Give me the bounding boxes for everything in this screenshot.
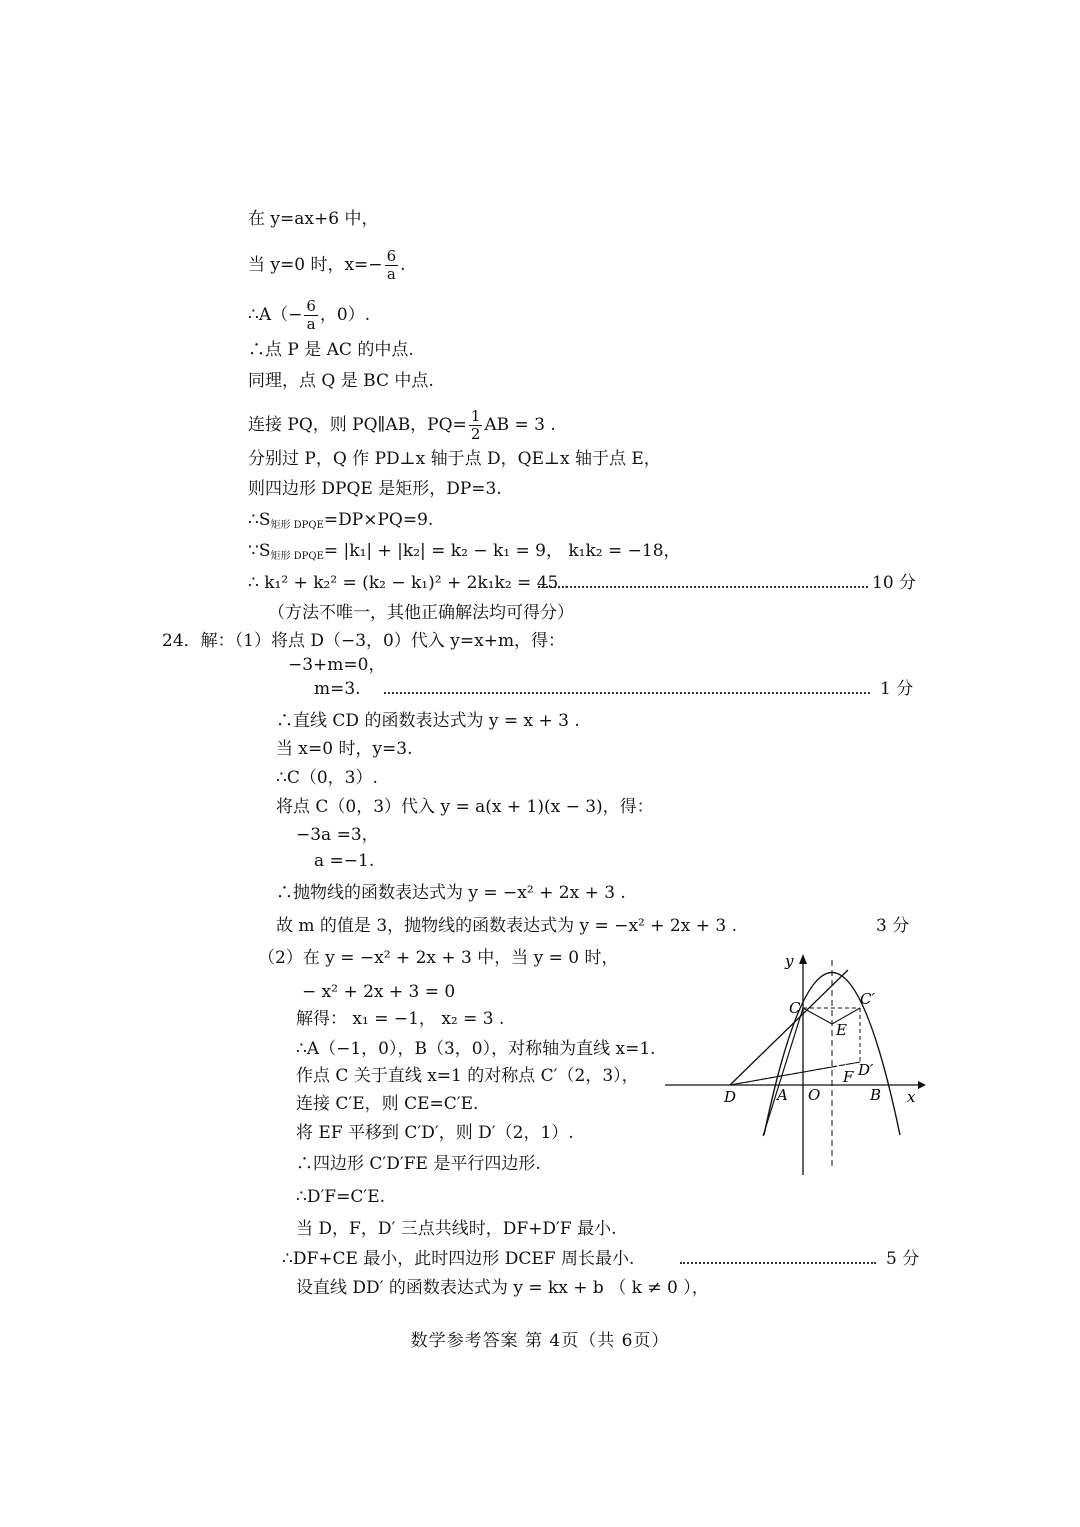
text-line: ∴直线 CD 的函数表达式为 y = x + 3 . xyxy=(276,711,580,731)
text-line: 当 y=0 时，x=− $\frac{6}{a}$ . xyxy=(248,247,406,283)
text-line: $\therefore S_{矩形 DPQE}=DP\times PQ=9$. xyxy=(248,510,434,531)
text-line: 故 m 的值是 3，抛物线的函数表达式为 y = −x² + 2x + 3 . xyxy=(276,916,737,936)
text-line: ∴C（0，3）. xyxy=(276,768,378,788)
label-d-prime: D′ xyxy=(858,1061,874,1079)
text-line: ∴ k₁² + k₂² = (k₂ − k₁)² + 2k₁k₂ = 45 . xyxy=(248,573,570,593)
fraction: $\frac{6}{a}$ xyxy=(306,297,316,333)
text-line: ∴A（− $\frac{6}{a}$ ，0）. xyxy=(248,297,371,333)
text-line: （2）在 y = −x² + 2x + 3 中，当 y = 0 时， xyxy=(258,948,619,968)
label-d: D xyxy=(724,1088,737,1106)
score-label: 5 分 xyxy=(886,1249,920,1269)
text-line: 设直线 DD′ 的函数表达式为 y = kx + b （ k ≠ 0 ）， xyxy=(296,1278,709,1298)
text-line: 连接 PQ，则 PQ∥AB，PQ= $\frac{1}{2}$ AB = 3 . xyxy=(248,407,556,443)
label-b: B xyxy=(870,1086,882,1104)
dotted-leader xyxy=(384,692,870,694)
text-line: 将点 C（0，3）代入 y = a(x + 1)(x − 3)，得： xyxy=(276,797,654,817)
text-line: ∴D′F=C′E. xyxy=(296,1187,386,1207)
question-24-heading: 24．解：（1）将点 D（−3，0）代入 y=x+m，得： xyxy=(162,631,566,651)
text-line: ∴A（−1，0），B（3，0），对称轴为直线 x=1. xyxy=(296,1039,656,1059)
text-line: ∴DF+CE 最小，此时四边形 DCEF 周长最小. xyxy=(282,1249,635,1269)
text-line: ∴抛物线的函数表达式为 y = −x² + 2x + 3 . xyxy=(276,883,626,903)
text-line: a =−1. xyxy=(314,851,375,871)
text-line: 连接 C′E，则 CE=C′E. xyxy=(296,1094,479,1114)
label-e: E xyxy=(836,1021,847,1039)
label-o: O xyxy=(808,1086,821,1104)
y-axis-arrow xyxy=(799,954,807,964)
text-line: −3+m=0， xyxy=(288,655,386,675)
label-a: A xyxy=(777,1086,788,1104)
score-label: 10 分 xyxy=(872,573,917,593)
text-line: m=3. xyxy=(314,679,361,699)
text-line: （方法不唯一，其他正确解法均可得分） xyxy=(268,603,574,623)
fraction: $\frac{6}{a}$ xyxy=(386,247,397,283)
label-x: x xyxy=(907,1088,916,1106)
text-line: ∴点 P 是 AC 的中点. xyxy=(248,340,414,360)
label-c: C xyxy=(789,999,801,1017)
fraction: $\frac{1}{2}$ xyxy=(470,407,481,443)
text-line: 将 EF 平移到 C′D′，则 D′（2，1）. xyxy=(296,1123,574,1143)
text-line: 分别过 P，Q 作 PD⊥x 轴于点 D，QE⊥x 轴于点 E， xyxy=(248,449,661,469)
score-label: 3 分 xyxy=(876,916,910,936)
text-line: − x² + 2x + 3 = 0 xyxy=(302,982,456,1002)
label-y: y xyxy=(785,952,794,970)
text-line: 当 D，F，D′ 三点共线时，DF+D′F 最小. xyxy=(296,1219,617,1239)
parabola-graph xyxy=(660,950,930,1180)
text-line: 当 x=0 时，y=3. xyxy=(276,739,413,759)
dotted-leader xyxy=(538,586,868,588)
text-line: −3a =3， xyxy=(296,825,379,845)
text-line: ∴四边形 C′D′FE 是平行四边形. xyxy=(296,1154,541,1174)
line-ca xyxy=(763,1008,803,1136)
text-line: 作点 C 关于直线 x=1 的对称点 C′（2，3）， xyxy=(296,1066,639,1086)
text-line: 则四边形 DPQE 是矩形，DP=3. xyxy=(248,479,502,499)
label-c-prime: C′ xyxy=(860,990,875,1008)
text-line: 在 y=ax+6 中， xyxy=(248,209,379,229)
text-line: $\because S_{矩形 DPQE}= |k_1| + |k_2| = k_2 - k_1 = 9$， k₁k₂ = −18， xyxy=(248,541,681,562)
text-line: 同理，点 Q 是 BC 中点. xyxy=(248,371,434,391)
text-line: 解得： x₁ = −1， x₂ = 3 . xyxy=(296,1009,505,1029)
score-label: 1 分 xyxy=(880,679,914,699)
page-footer: 数学参考答案 第 4页（共 6页） xyxy=(410,1331,670,1351)
label-f: F xyxy=(843,1068,854,1086)
dotted-leader xyxy=(680,1262,876,1264)
x-axis-arrow xyxy=(918,1081,926,1089)
segment-c-e xyxy=(803,1008,832,1024)
